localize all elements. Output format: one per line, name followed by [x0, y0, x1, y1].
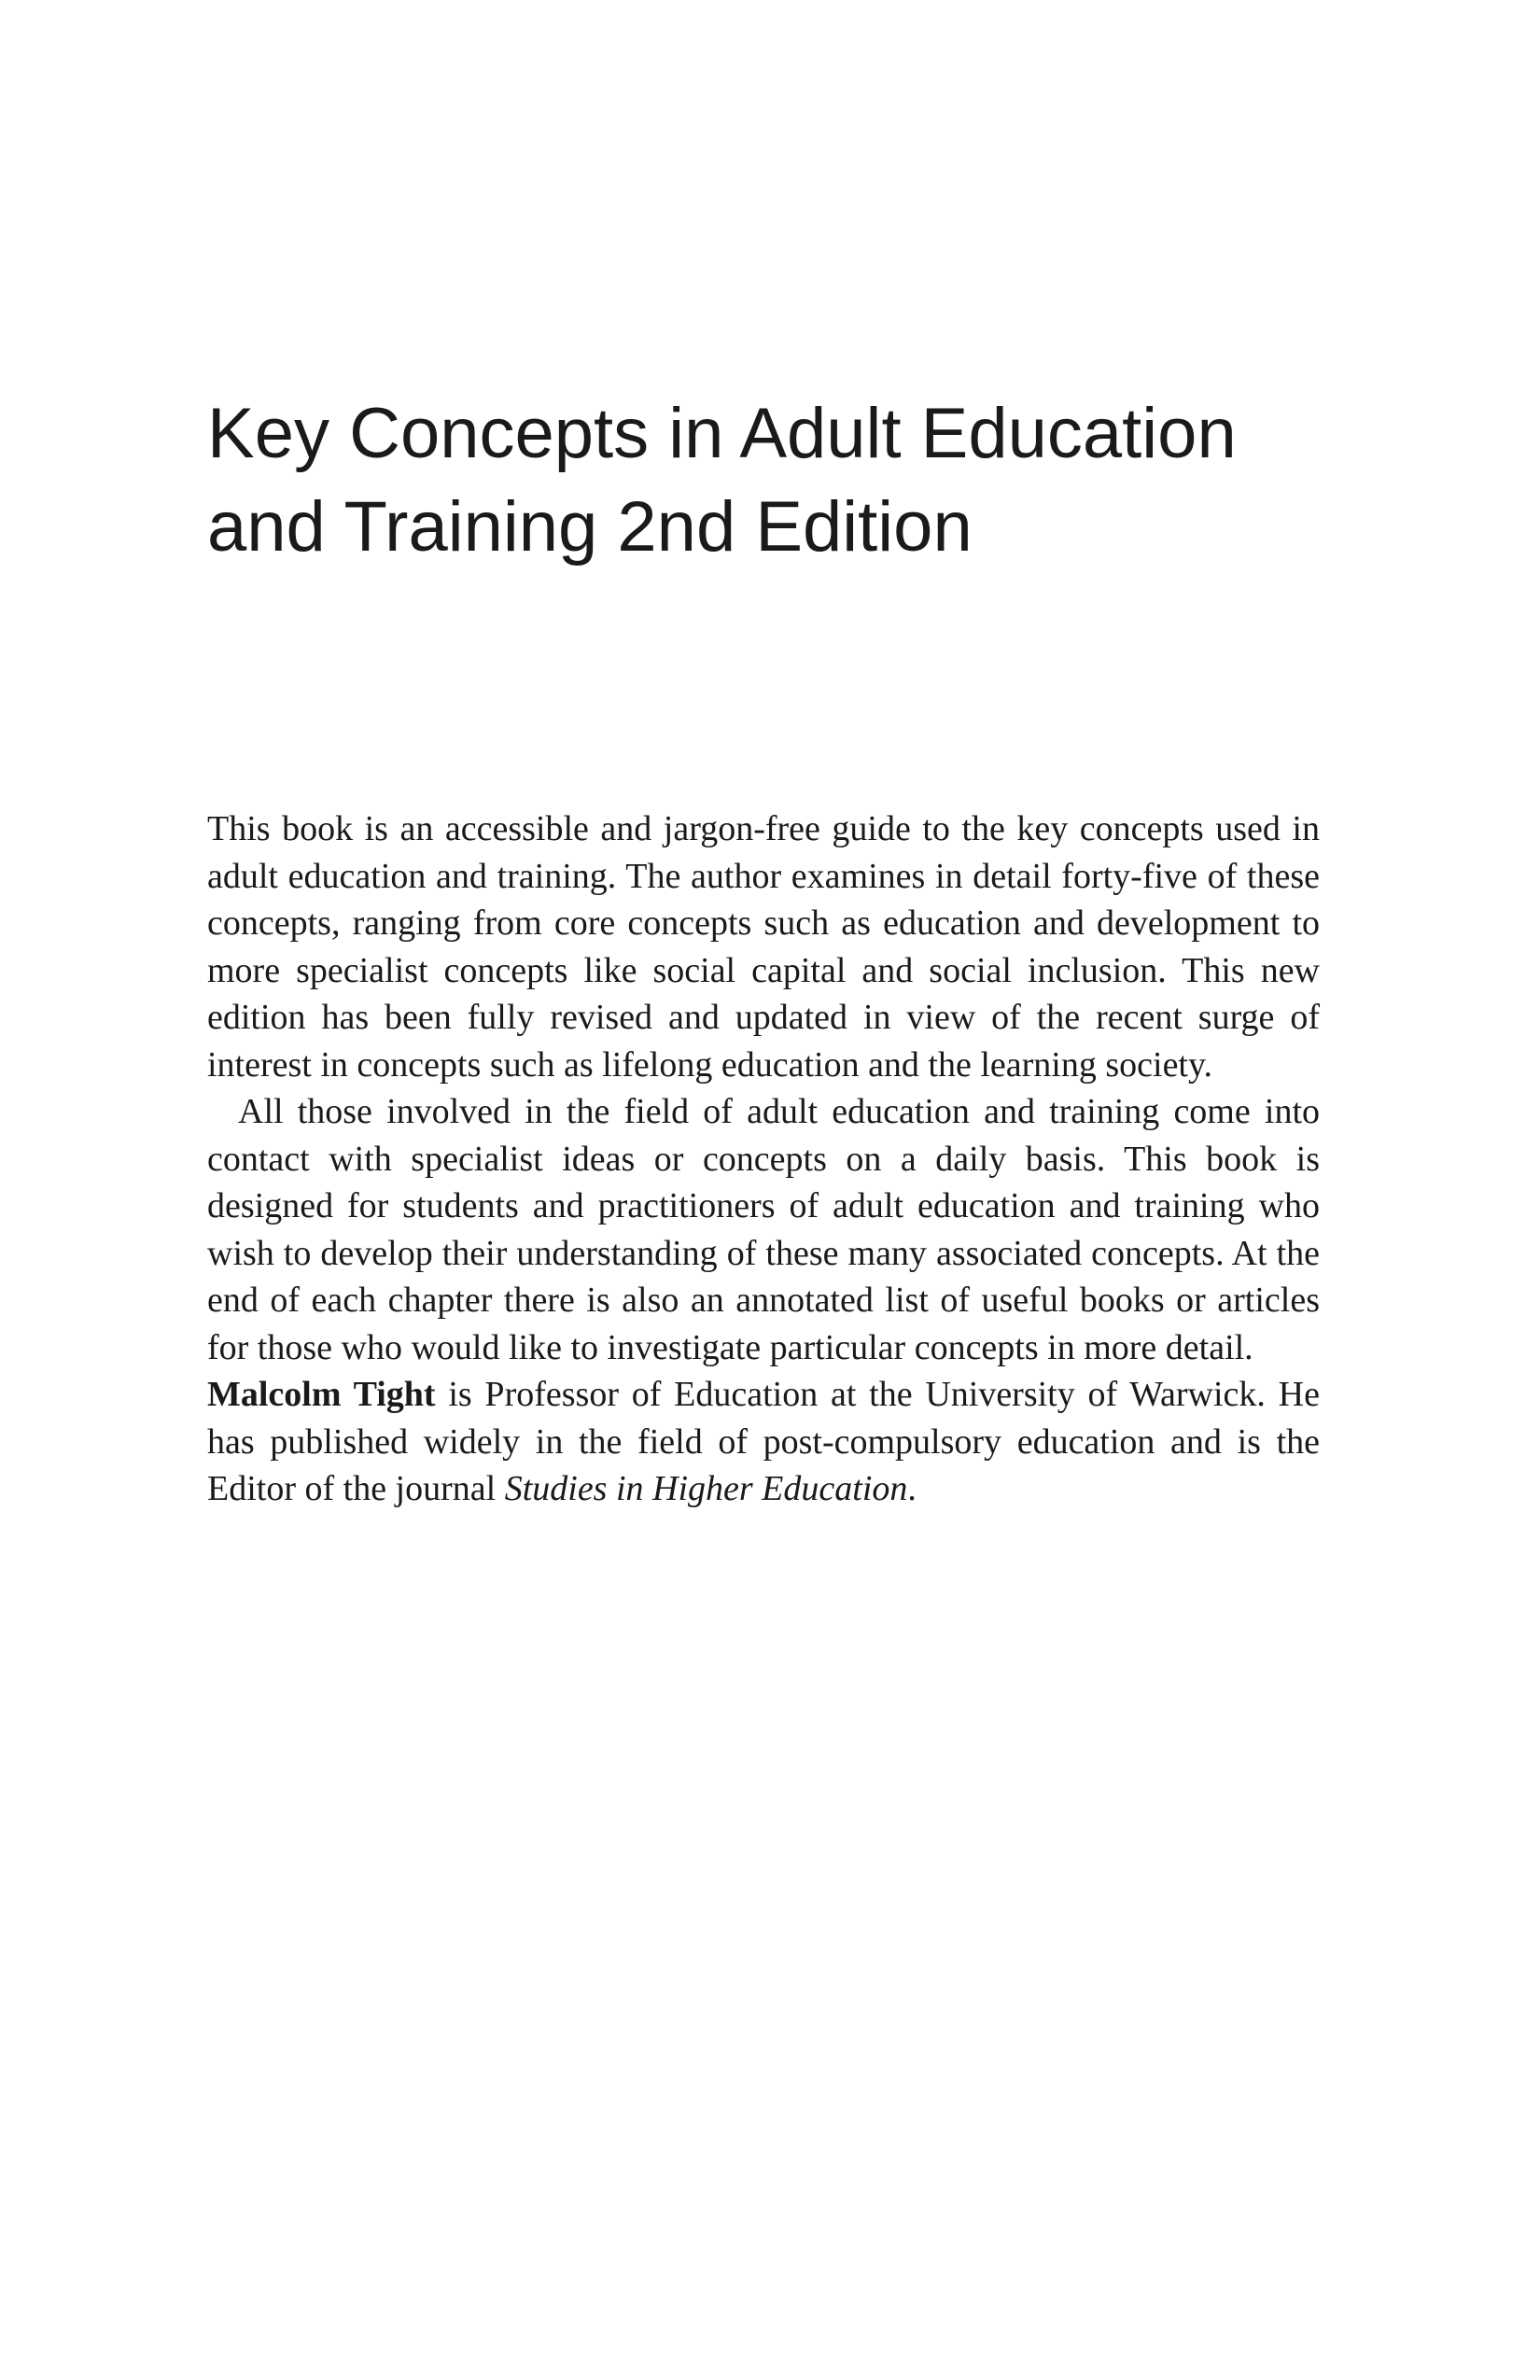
journal-title: Studies in Higher Education	[504, 1469, 908, 1508]
author-bio-text: is Professor of Education at the University of Warwick. He has published widely in the field of post-compulsory education and is the Editor of the journal	[207, 1375, 1320, 1508]
description-paragraph-2: All those involved in the field of adult education and training come into contact with specialist ideas or concepts on a daily basis. This book is designed for students and practitioners of adult education and training who wish to develop their understanding of these many associated concepts. At the end of each chapter there is also an annotated list of useful books or articles for those who would like to investigate particular concepts in more detail.	[207, 1092, 1320, 1367]
author-bio	[207, 1371, 1320, 1513]
author-name: Malcolm Tight	[207, 1375, 436, 1414]
book-title-line-1: Key Concepts in Adult Education	[207, 394, 1237, 473]
author-bio-end: .	[907, 1469, 917, 1508]
book-title-line-2: and Training 2nd Edition	[207, 487, 973, 567]
book-description	[207, 805, 1320, 1513]
book-title	[207, 387, 1327, 574]
description-paragraph-1: This book is an accessible and jargon-free guide to the key concepts used in adult education and training. The author examines in detail forty-five of these concepts, ranging from core concepts such as education and development to more specialist concepts like social capital and social inclusion. This new edition has been fully revised and updated in view of the recent surge of interest in concepts such as lifelong education and the learning society.	[207, 809, 1320, 1085]
